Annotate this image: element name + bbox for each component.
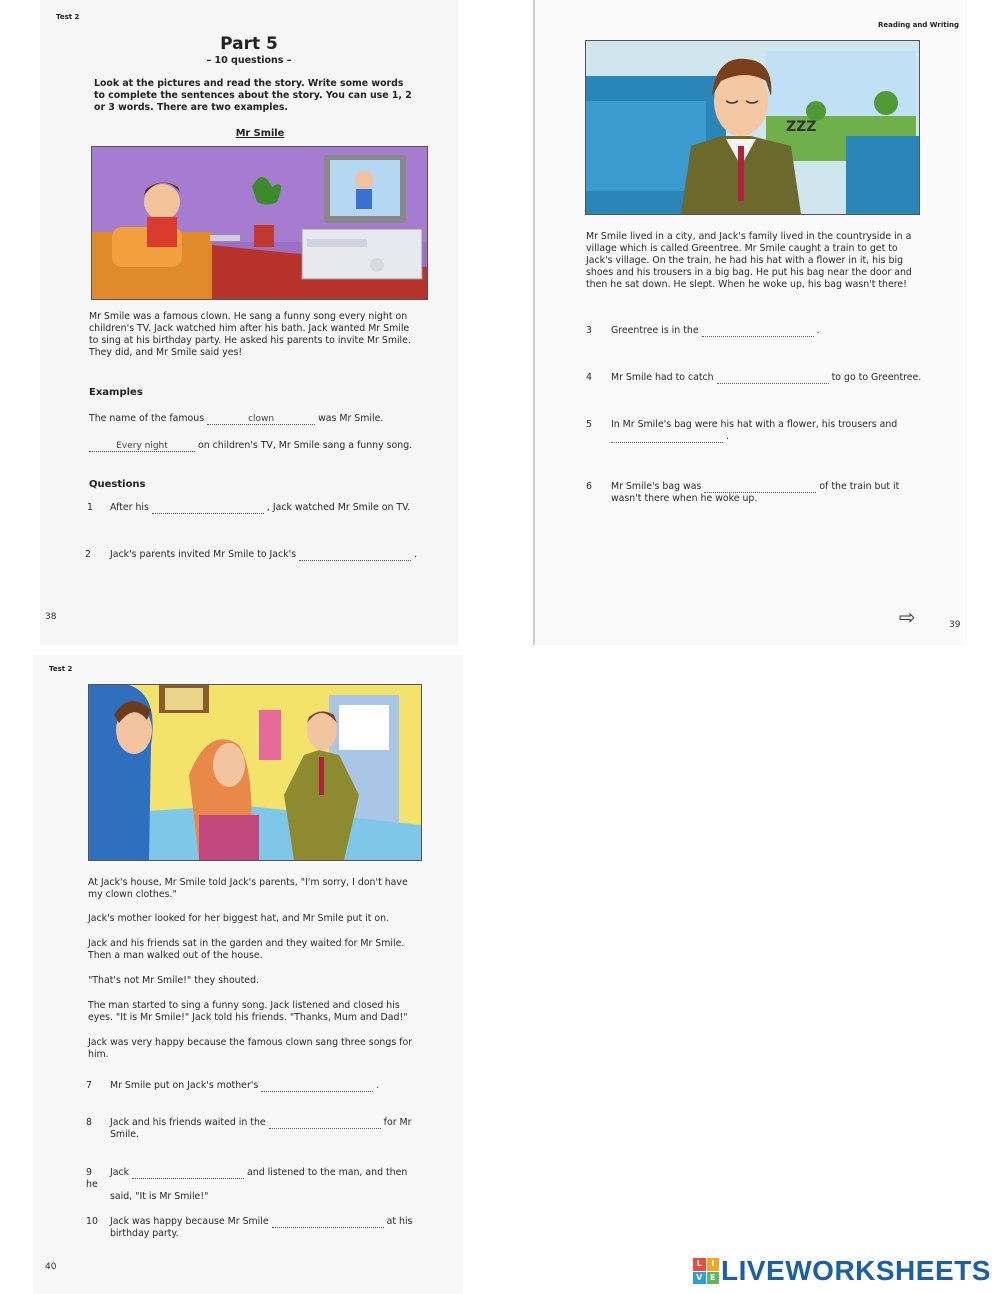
- question-7-after: .: [376, 1080, 380, 1091]
- part-subtitle: – 10 questions –: [206, 55, 292, 66]
- question-10-after: at his: [386, 1216, 413, 1227]
- story-paragraph-4: "That's not Mr Smile!" they shouted.: [88, 975, 260, 986]
- story-paragraph-2: Jack's mother looked for her biggest hat, and Mr Smile put it on.: [88, 913, 390, 924]
- question-1-after: , Jack watched Mr Smile on TV.: [266, 502, 411, 513]
- instructions: Look at the pictures and read the story. Write some words to complete the sentences about the story. You can use 1, 2 or 3 words. There are two examples.: [94, 78, 412, 113]
- question-1: [87, 502, 410, 514]
- question-8-answer-field[interactable]: [269, 1117, 381, 1129]
- example-1-after: was Mr Smile.: [318, 413, 384, 424]
- question-8-line2: Smile.: [109, 1129, 140, 1140]
- worksheet-page-40: [33, 655, 463, 1294]
- liveworksheets-logo-icon: [693, 1258, 719, 1284]
- question-2: [85, 549, 417, 561]
- question-9-before: Jack: [109, 1167, 130, 1178]
- question-1-before: After his: [109, 502, 149, 513]
- question-number: 2: [85, 549, 91, 560]
- question-4-answer-field[interactable]: [717, 372, 829, 384]
- question-8: [86, 1117, 421, 1141]
- question-9-answer-field[interactable]: [132, 1167, 244, 1179]
- worksheet-page-38: [40, 0, 458, 645]
- page-header: Reading and Writing: [877, 21, 959, 29]
- example-2: [89, 440, 412, 452]
- question-4-after: to go to Greentree.: [831, 372, 922, 383]
- question-4: [586, 372, 921, 384]
- question-6-before: Mr Smile's bag was: [610, 481, 702, 492]
- question-3-after: .: [816, 325, 820, 336]
- question-number: 6: [586, 481, 592, 492]
- illustration-jack-watching-tv: [91, 146, 428, 300]
- question-5-after: .: [725, 431, 729, 442]
- question-3-before: Greentree is in the: [610, 325, 699, 336]
- question-number: 10: [86, 1216, 98, 1227]
- question-5-answer-field[interactable]: [611, 431, 723, 443]
- question-3: [586, 325, 820, 337]
- question-7-answer-field[interactable]: [261, 1080, 373, 1092]
- story-paragraph-5: The man started to sing a funny song. Jack listened and closed his eyes. "It is Mr Smile!" Jack told his friends. "Thanks, Mum and Dad!": [88, 1000, 408, 1023]
- example-1-before: The name of the famous: [89, 413, 205, 424]
- story-paragraph-1: At Jack's house, Mr Smile told Jack's parents, "I'm sorry, I don't have my clown clothes.": [88, 877, 408, 900]
- story-paragraph: Mr Smile lived in a city, and Jack's family lived in the countryside in a village which is called Greentree. Mr Smile caught a train to get to Jack's village. On the train, he had his hat with a flower in it, his big shoes and his trousers in a big bag. He put his bag near the door and then he sat down. He slept. When he woke up, his bag wasn't there!: [586, 231, 912, 290]
- question-10: [86, 1216, 421, 1240]
- question-2-answer-field[interactable]: [299, 549, 411, 561]
- question-8-after: for Mr: [383, 1117, 412, 1128]
- question-number: 1: [87, 502, 93, 513]
- question-2-after: .: [414, 549, 418, 560]
- example-2-after: on children's TV, Mr Smile sang a funny song.: [197, 440, 413, 451]
- logo-letter-l: L: [693, 1258, 706, 1271]
- page-number: 39: [949, 620, 961, 630]
- question-9-after: and listened to the man, and then he: [86, 1167, 408, 1190]
- question-4-before: Mr Smile had to catch: [610, 372, 714, 383]
- example-2-answer: Every night: [89, 440, 195, 452]
- page-number: 40: [45, 1262, 57, 1272]
- question-7: [86, 1080, 379, 1092]
- page-number: 38: [45, 612, 57, 622]
- question-8-before: Jack and his friends waited in the: [109, 1117, 266, 1128]
- question-5: [586, 419, 926, 443]
- example-1-answer: clown: [207, 413, 315, 425]
- story-paragraph: Mr Smile was a famous clown. He sang a funny song every night on children's TV. Jack watched him after his bath. Jack wanted Mr Smile to sing at his birthday party. He asked his parents to invite Mr Smile. They did, and Mr Smile said yes!: [89, 311, 411, 358]
- example-1: [89, 413, 383, 425]
- question-10-answer-field[interactable]: [272, 1216, 384, 1228]
- illustration-mr-smile-at-jacks-house: [88, 684, 422, 861]
- story-title: Mr Smile: [235, 128, 285, 139]
- examples-heading: Examples: [89, 387, 143, 398]
- part-title: Part 5: [220, 34, 278, 54]
- liveworksheets-logo[interactable]: [693, 1255, 991, 1287]
- question-10-before: Jack was happy because Mr Smile: [109, 1216, 269, 1227]
- question-1-answer-field[interactable]: [152, 502, 264, 514]
- question-number: 4: [586, 372, 592, 383]
- illustration-mr-smile-on-train: [585, 40, 920, 215]
- sleeping-zzz: ZZZ: [786, 119, 817, 135]
- question-10-line2: birthday party.: [109, 1228, 179, 1239]
- logo-letter-e: E: [707, 1272, 720, 1285]
- question-number: 9: [86, 1167, 92, 1178]
- question-number: 3: [586, 325, 592, 336]
- question-number: 5: [586, 419, 592, 430]
- question-3-answer-field[interactable]: [702, 325, 814, 337]
- question-9-line2: said, "It is Mr Smile!": [109, 1191, 209, 1202]
- liveworksheets-wordmark: LIVEWORKSHEETS: [721, 1255, 991, 1286]
- page-header: Test 2: [49, 665, 73, 673]
- page-header: Test 2: [56, 13, 80, 21]
- question-6-line2: wasn't there when he woke up.: [610, 493, 758, 504]
- question-6-answer-field[interactable]: [704, 481, 816, 493]
- question-number: 7: [86, 1080, 92, 1091]
- story-paragraph-6: Jack was very happy because the famous clown sang three songs for him.: [88, 1037, 413, 1060]
- story-paragraph-3: Jack and his friends sat in the garden and they waited for Mr Smile. Then a man walked out of the house.: [88, 938, 405, 961]
- logo-letter-v: V: [693, 1272, 706, 1285]
- question-9: [86, 1167, 421, 1203]
- question-number: 8: [86, 1117, 92, 1128]
- question-6-after: of the train but it: [819, 481, 900, 492]
- questions-heading: Questions: [89, 479, 146, 490]
- next-page-arrow-icon: ⇨: [899, 605, 916, 629]
- question-5-before: In Mr Smile's bag were his hat with a flower, his trousers and: [610, 419, 898, 430]
- question-7-before: Mr Smile put on Jack's mother's: [109, 1080, 259, 1091]
- logo-letter-i: I: [707, 1258, 720, 1271]
- worksheet-page-39: [533, 0, 967, 645]
- question-2-before: Jack's parents invited Mr Smile to Jack's: [109, 549, 297, 560]
- question-6: [586, 481, 926, 505]
